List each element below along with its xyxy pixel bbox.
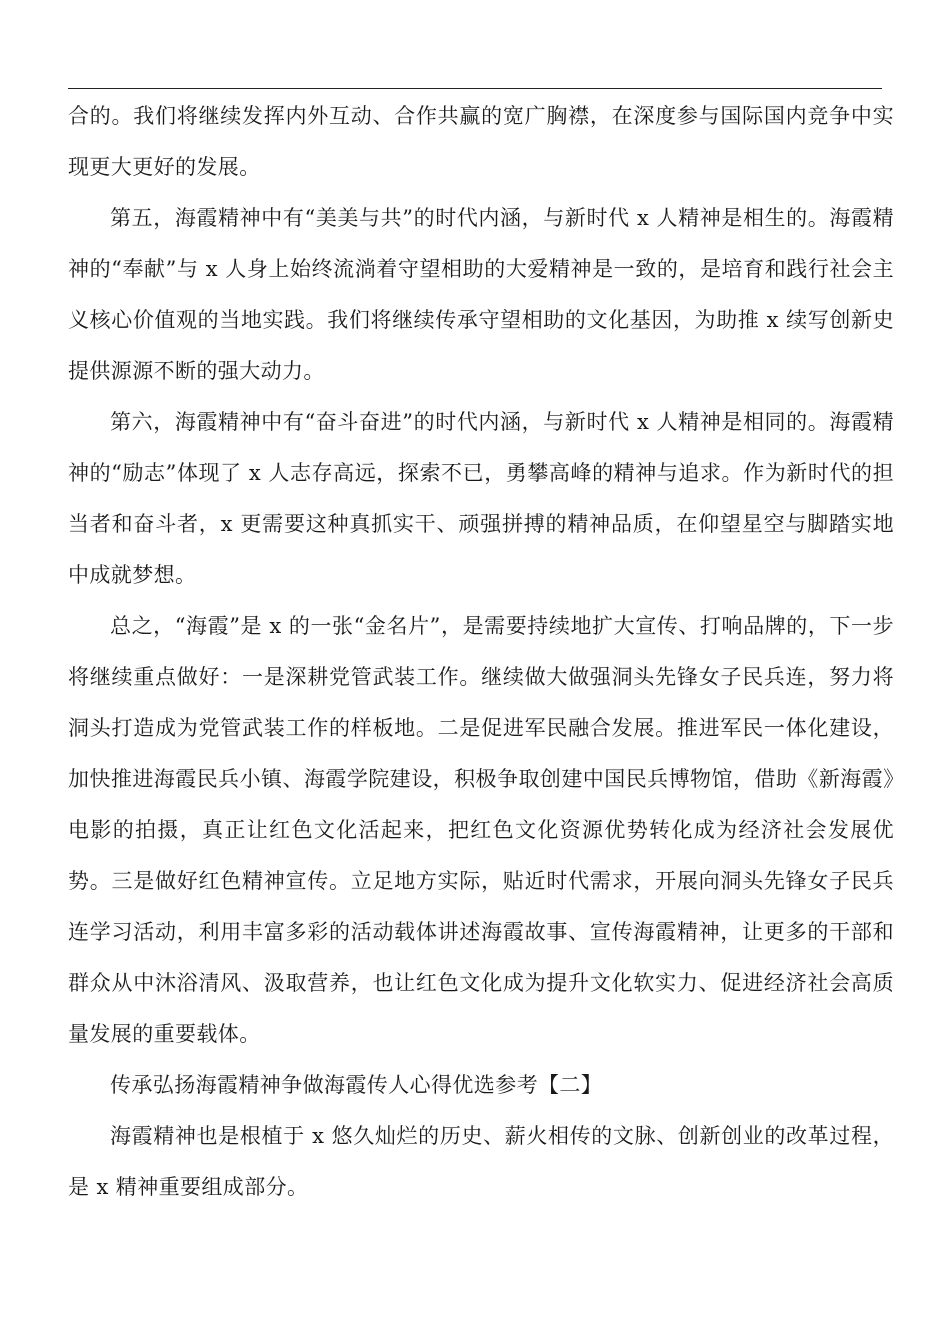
paragraph-fifth: 第五，海霞精神中有“美美与共”的时代内涵，与新时代 x 人精神是相生的。海霞精神的“奉献”与 x 人身上始终流淌着守望相助的大爱精神是一致的，是培育和践行社会主义核心价值观的当地实践。我们将继续传承守望相助的文化基因，为助推 x 续写创新史提供源源不断的强大动力。 bbox=[68, 206, 894, 383]
document-body bbox=[68, 91, 894, 1213]
paragraph-section-two-intro: 海霞精神也是根植于 x 悠久灿烂的历史、薪火相传的文脉、创新创业的改革过程，是 x 精神重要组成部分。 bbox=[68, 1124, 894, 1199]
paragraph-sixth: 第六，海霞精神中有“奋斗奋进”的时代内涵，与新时代 x 人精神是相同的。海霞精神的“励志”体现了 x 人志存高远，探索不已，勇攀高峰的精神与追求。作为新时代的担当者和奋斗者，x 更需要这种真抓实干、顽强拼搏的精神品质，在仰望星空与脚踏实地中成就梦想。 bbox=[68, 410, 894, 587]
paragraph-continuation: 合的。我们将继续发挥内外互动、合作共赢的宽广胸襟，在深度参与国际国内竞争中实现更大更好的发展。 bbox=[68, 104, 894, 179]
header-rule bbox=[68, 88, 882, 89]
section-heading: 传承弘扬海霞精神争做海霞传人心得优选参考【二】 bbox=[110, 1073, 603, 1097]
paragraph-conclusion: 总之，“海霞”是 x 的一张“金名片”，是需要持续地扩大宣传、打响品牌的，下一步将继续重点做好：一是深耕党管武装工作。继续做大做强洞头先锋女子民兵连，努力将洞头打造成为党管武装工作的样板地。二是促进军民融合发展。推进军民一体化建设，加快推进海霞民兵小镇、海霞学院建设，积极争取创建中国民兵博物馆，借助《新海霞》电影的拍摄，真正让红色文化活起来，把红色文化资源优势转化成为经济社会发展优势。三是做好红色精神宣传。立足地方实际，贴近时代需求，开展向洞头先锋女子民兵连学习活动，利用丰富多彩的活动载体讲述海霞故事、宣传海霞精神，让更多的干部和群众从中沐浴清风、汲取营养，也让红色文化成为提升文化软实力、促进经济社会高质量发展的重要载体。 bbox=[68, 614, 894, 1046]
